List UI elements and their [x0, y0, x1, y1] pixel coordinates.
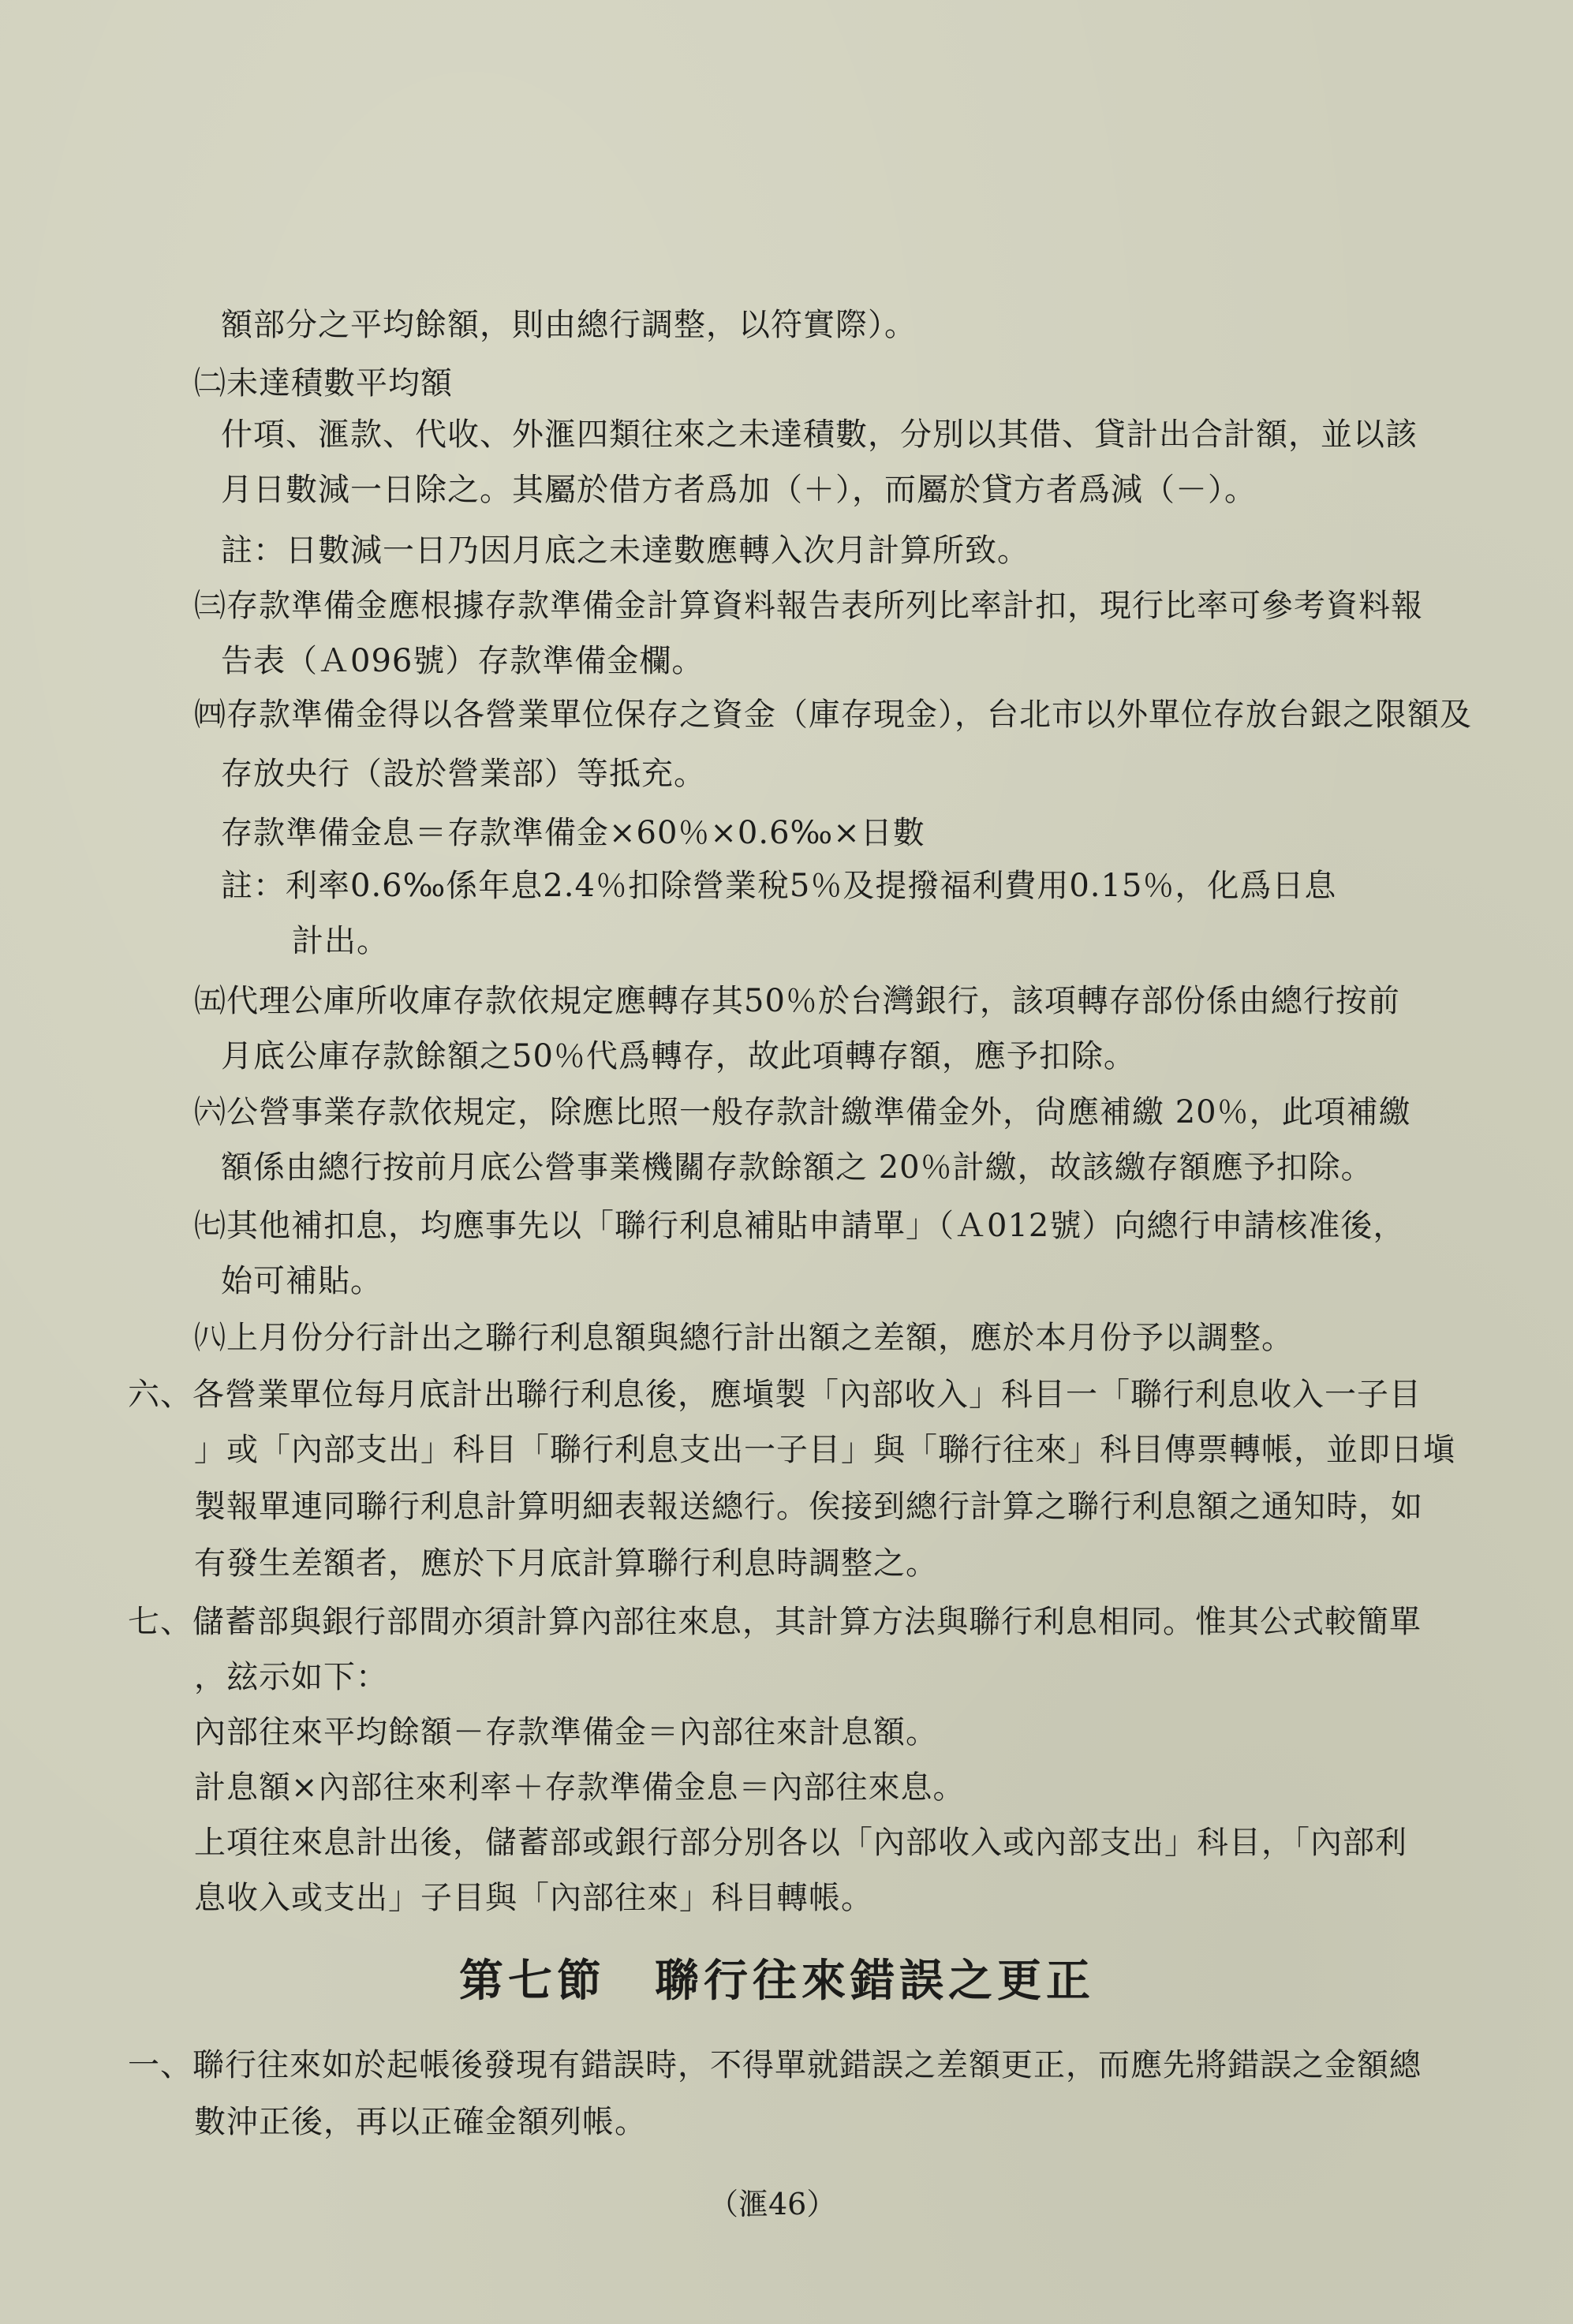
text-line: 月底公庫存款餘額之50％代爲轉存，故此項轉存額，應予扣除。 — [221, 1038, 1136, 1074]
text-line: 上項往來息計出後，儲蓄部或銀行部分別各以「內部收入或內部支出」科目，「內部利 — [194, 1825, 1407, 1861]
section-heading: 第七節 聯行往來錯誤之更正 — [459, 1955, 1095, 2007]
text-line: ㈧上月份分行計出之聯行利息額與總行計出額之差額，應於本月份予以調整。 — [194, 1320, 1294, 1356]
clause-line: 六、各營業單位每月底計出聯行利息後，應塡製「內部收入」科目一「聯行利息收入一子目 — [128, 1377, 1422, 1413]
text-line: 數沖正後，再以正確金額列帳。 — [194, 2104, 647, 2140]
formula-line: 存款準備金息＝存款準備金×60％×0.6‰×日數 — [221, 815, 925, 851]
text-line: 告表（Ａ096號）存款準備金欄。 — [221, 643, 704, 679]
note-line: 計出。 — [292, 923, 389, 959]
formula-line: 內部往來平均餘額－存款準備金＝內部往來計息額。 — [194, 1714, 938, 1750]
text-line: ㈥公營事業存款依規定，除應比照一般存款計繳準備金外，尙應補繳 20％，此項補繳 — [194, 1094, 1411, 1130]
text-line: 額係由總行按前月底公營事業機關存款餘額之 20％計繳，故該繳存額應予扣除。 — [221, 1149, 1373, 1186]
text-line: 始可補貼。 — [221, 1263, 383, 1299]
text-line: ㈢存款準備金應根據存款準備金計算資料報告表所列比率計扣，現行比率可參考資料報 — [194, 588, 1423, 624]
text-line: 有發生差額者，應於下月底計算聯行利息時調整之。 — [194, 1545, 938, 1582]
clause-line: 七、儲蓄部與銀行部間亦須計算內部往來息，其計算方法與聯行利息相同。惟其公式較簡單 — [128, 1604, 1422, 1640]
note-line: 註：日數減一日乃因月底之未達數應轉入次月計算所致。 — [221, 532, 1029, 569]
text-line: ㈦其他補扣息，均應事先以「聯行利息補貼申請單」（Ａ012號）向總行申請核准後， — [194, 1208, 1406, 1244]
text-line: 製報單連同聯行利息計算明細表報送總行。俟接到總行計算之聯行利息額之通知時，如 — [194, 1489, 1423, 1525]
text-line: 存放央行（設於營業部）等抵充。 — [221, 756, 706, 792]
text-line: 息收入或支出」子目與「內部往來」科目轉帳。 — [194, 1880, 873, 1916]
text-line: 」或「內部支出」科目「聯行利息支出一子目」與「聯行往來」科目傳票轉帳，並即日塡 — [194, 1432, 1455, 1468]
text-line: ㈣存款準備金得以各營業單位保存之資金（庫存現金），台北市以外單位存放台銀之限額及 — [194, 697, 1472, 733]
text-line: ㈤代理公庫所收庫存款依規定應轉存其50％於台灣銀行，該項轉存部份係由總行按前 — [194, 983, 1400, 1019]
note-line: 註：利率0.6‰係年息2.4％扣除營業稅5％及提撥福利費用0.15％，化爲日息 — [221, 868, 1337, 904]
clause-line: 一、聯行往來如於起帳後發現有錯誤時，不得單就錯誤之差額更正，而應先將錯誤之金額總 — [128, 2047, 1422, 2083]
formula-line: 計息額×內部往來利率＋存款準備金息＝內部往來息。 — [194, 1769, 966, 1806]
text-line: 什項、滙款、代收、外滙四類往來之未達積數，分別以其借、貸計出合計額，並以該 — [221, 417, 1418, 453]
text-line: 額部分之平均餘額，則由總行調整，以符實際）。 — [221, 307, 917, 343]
subsection-heading: ㈡未達積數平均額 — [194, 365, 453, 402]
page-number: （滙46） — [708, 2187, 837, 2221]
text-line: ，玆示如下： — [194, 1659, 388, 1695]
text-line: 月日數減一日除之。其屬於借方者爲加（＋），而屬於貸方者爲減（－）。 — [221, 472, 1257, 508]
